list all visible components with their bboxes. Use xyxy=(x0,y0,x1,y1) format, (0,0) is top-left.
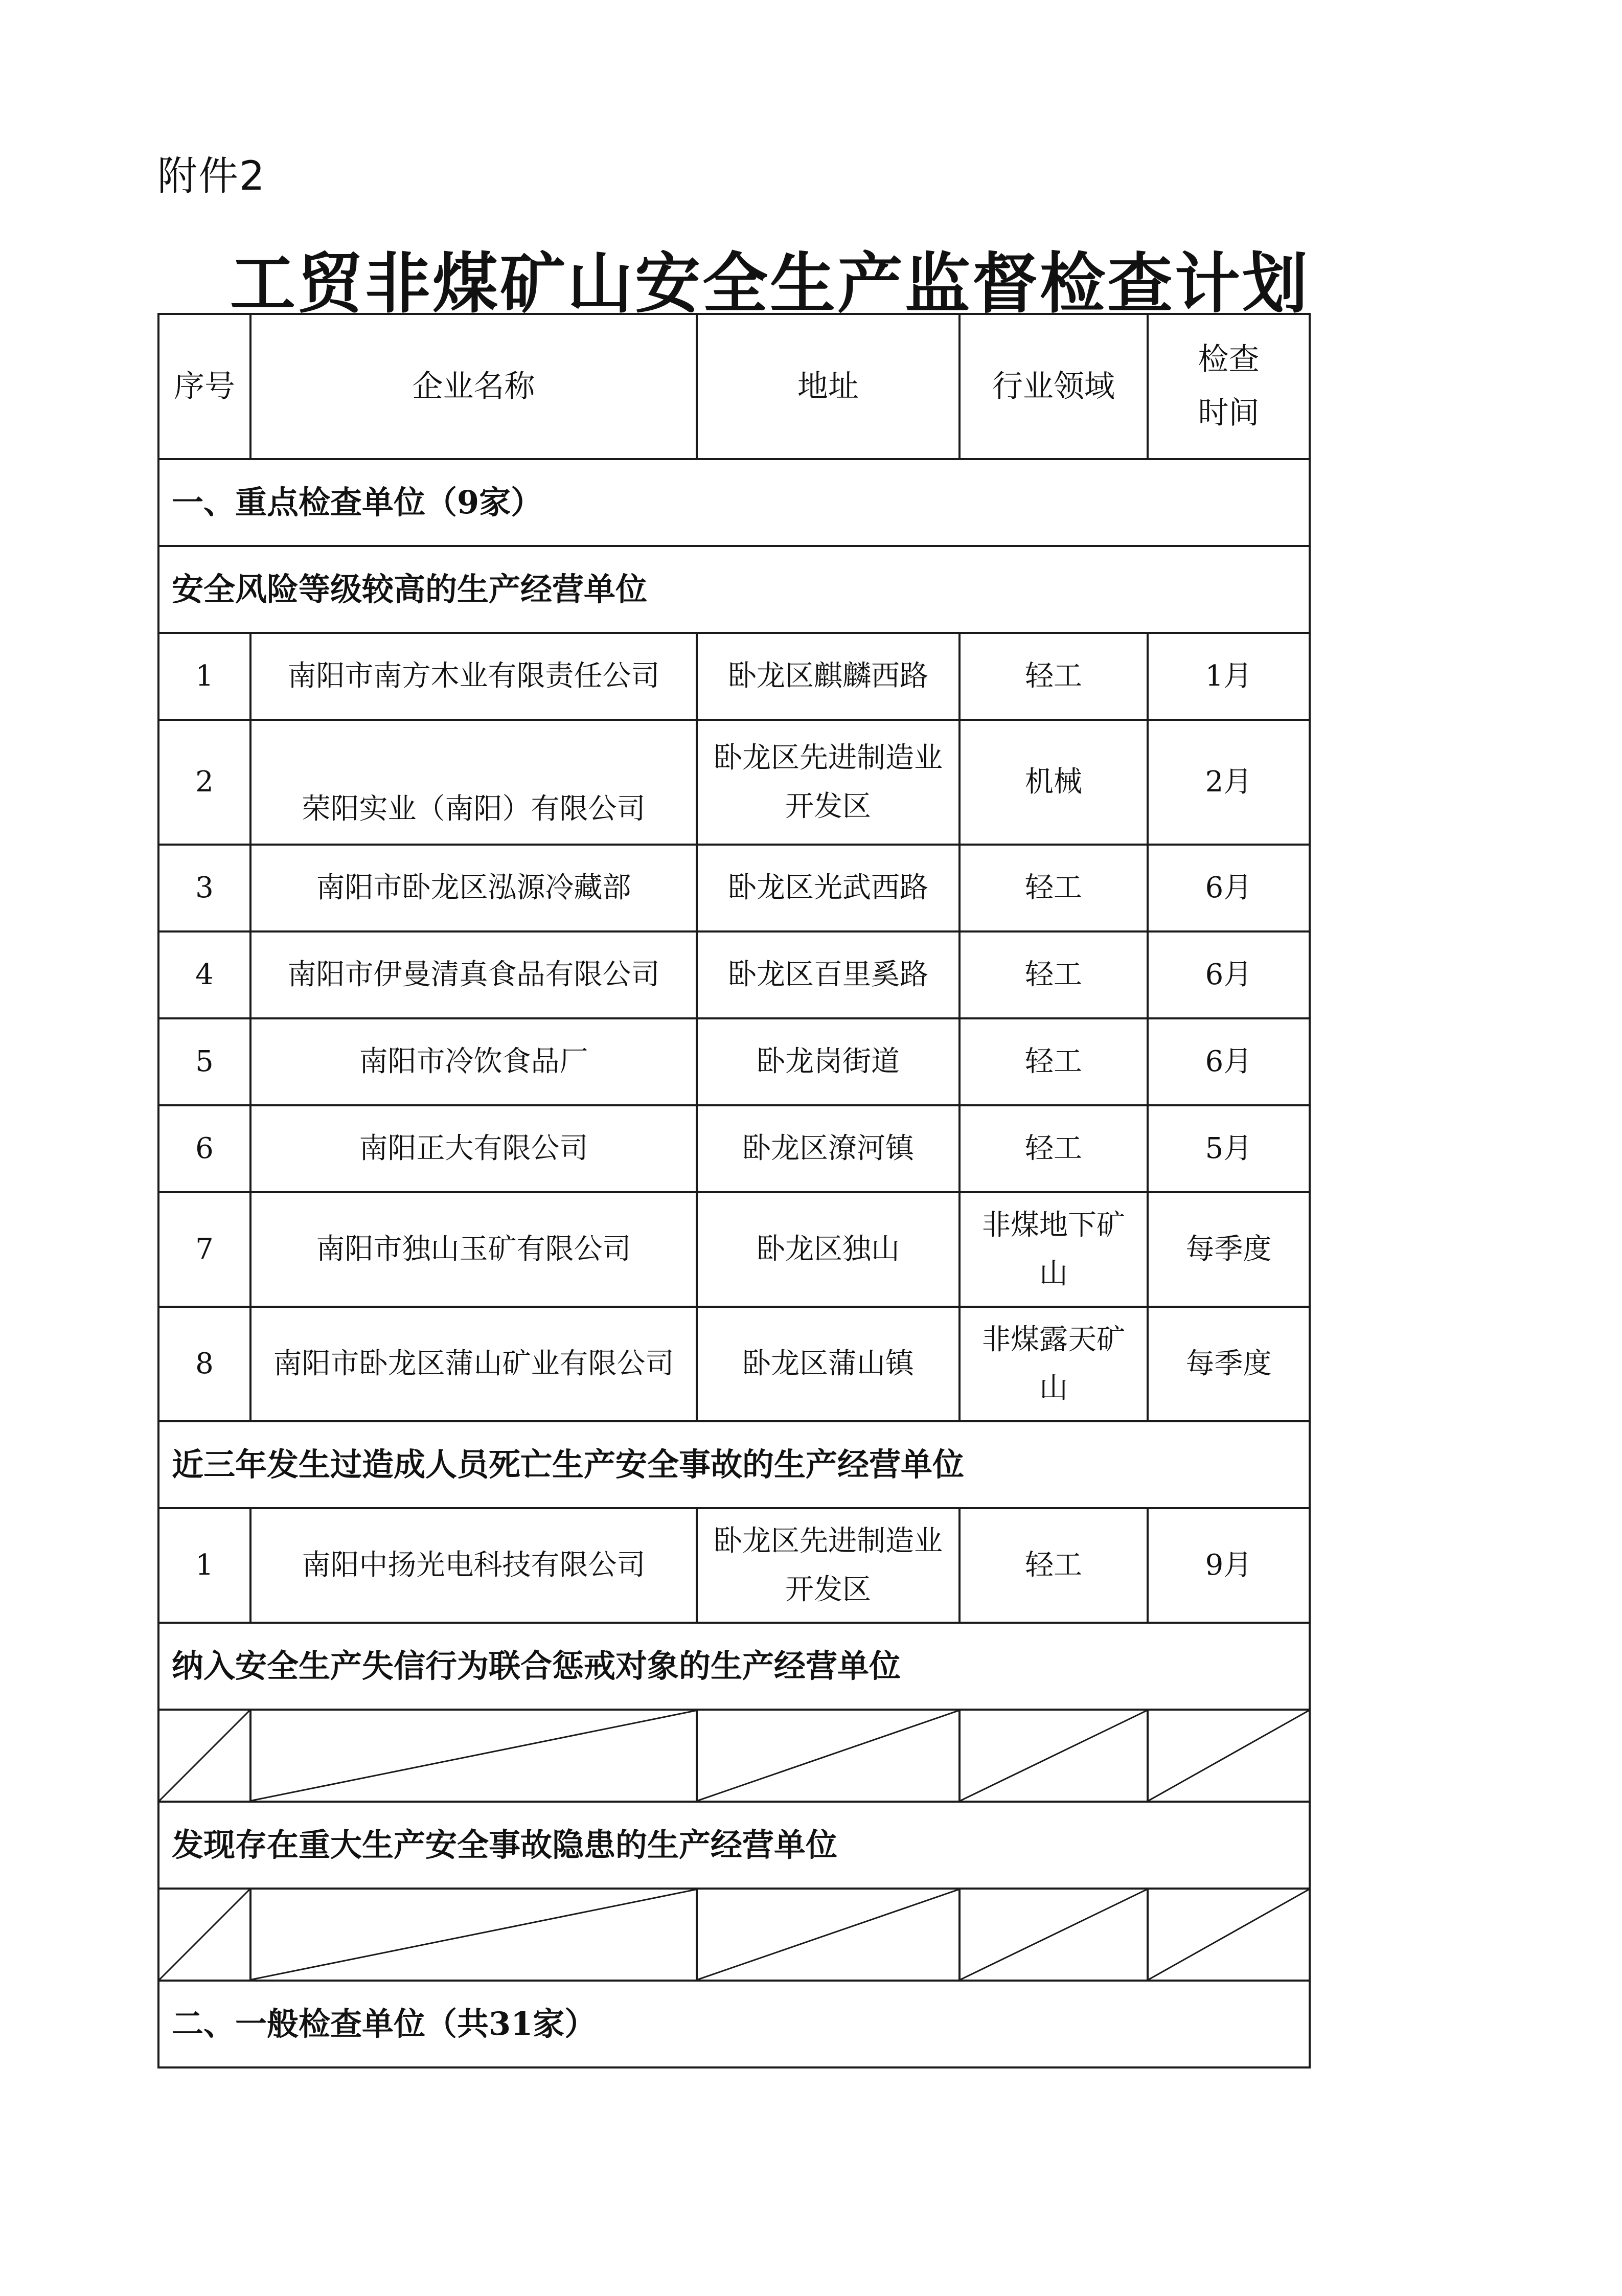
table-row xyxy=(158,720,1310,845)
table-row xyxy=(158,931,1310,1018)
row-industry-line1: 非煤地下矿 xyxy=(982,1208,1125,1242)
row-time: 5月 xyxy=(1148,1105,1310,1192)
row-industry-line1: 非煤露天矿 xyxy=(982,1323,1125,1356)
row-company: 南阳市伊曼清真食品有限公司 xyxy=(250,931,697,1018)
section-row-fatal xyxy=(158,1421,1310,1508)
row-address-line1: 卧龙区先进制造业 xyxy=(714,1524,943,1558)
row-seq: 5 xyxy=(158,1018,250,1105)
empty-cell xyxy=(158,1710,250,1802)
header-industry: 行业领域 xyxy=(960,314,1148,459)
table-row xyxy=(158,633,1310,720)
row-time: 每季度 xyxy=(1148,1307,1310,1421)
diagonal-strike xyxy=(698,1711,958,1801)
table-row xyxy=(158,845,1310,931)
diagonal-strike xyxy=(159,1890,249,1980)
row-seq: 1 xyxy=(158,1508,250,1623)
empty-row-hazard xyxy=(158,1889,1310,1981)
section-dishonest: 纳入安全生产失信行为联合惩戒对象的生产经营单位 xyxy=(158,1623,1310,1710)
row-seq: 1 xyxy=(158,633,250,720)
attachment-label: 附件2 xyxy=(157,153,266,199)
row-industry xyxy=(960,1192,1148,1307)
diagonal-strike xyxy=(961,1890,1147,1980)
diagonal-strike xyxy=(698,1890,958,1980)
row-time: 2月 xyxy=(1148,720,1310,845)
row-company: 南阳市卧龙区泓源冷藏部 xyxy=(250,845,697,931)
row-address-line2: 开发区 xyxy=(785,790,871,823)
row-seq: 3 xyxy=(158,845,250,931)
header-seq: 序号 xyxy=(158,314,250,459)
row-time: 6月 xyxy=(1148,1018,1310,1105)
row-industry xyxy=(960,1307,1148,1421)
row-address: 卧龙区光武西路 xyxy=(697,845,960,931)
page-title: 工贸非煤矿山安全生产监督检查计划 xyxy=(230,246,1310,322)
empty-cell xyxy=(158,1889,250,1981)
row-address: 卧龙区独山 xyxy=(697,1192,960,1307)
header-company: 企业名称 xyxy=(250,314,697,459)
table-row xyxy=(158,1018,1310,1105)
empty-cell xyxy=(960,1889,1148,1981)
row-address: 卧龙区百里奚路 xyxy=(697,931,960,1018)
row-time: 1月 xyxy=(1148,633,1310,720)
section-general: 二、一般检查单位（共31家） xyxy=(158,1981,1310,2067)
table-row xyxy=(158,1508,1310,1623)
diagonal-strike xyxy=(961,1711,1147,1801)
empty-row-dishonest xyxy=(158,1710,1310,1802)
empty-cell xyxy=(960,1710,1148,1802)
row-company: 南阳市卧龙区蒲山矿业有限公司 xyxy=(250,1307,697,1421)
row-industry: 轻工 xyxy=(960,1018,1148,1105)
row-company: 南阳中扬光电科技有限公司 xyxy=(250,1508,697,1623)
row-address: 卧龙区蒲山镇 xyxy=(697,1307,960,1421)
table-row xyxy=(158,1105,1310,1192)
header-address: 地址 xyxy=(697,314,960,459)
table-row xyxy=(158,1307,1310,1421)
section-key-units: 一、重点检查单位（9家） xyxy=(158,459,1310,546)
row-company: 南阳市南方木业有限责任公司 xyxy=(250,633,697,720)
row-seq: 4 xyxy=(158,931,250,1018)
section-high-risk: 安全风险等级较高的生产经营单位 xyxy=(158,546,1310,633)
inspection-plan-table xyxy=(157,313,1311,2068)
row-address: 卧龙岗街道 xyxy=(697,1018,960,1105)
diagonal-strike xyxy=(1149,1890,1309,1980)
empty-cell xyxy=(250,1889,697,1981)
row-industry: 轻工 xyxy=(960,1105,1148,1192)
diagonal-strike xyxy=(159,1711,249,1801)
row-company: 荣阳实业（南阳）有限公司 xyxy=(250,720,697,845)
row-address-line2: 开发区 xyxy=(785,1573,871,1606)
row-industry: 机械 xyxy=(960,720,1148,845)
row-address-line1: 卧龙区先进制造业 xyxy=(714,741,943,775)
row-industry: 轻工 xyxy=(960,1508,1148,1623)
row-industry-line2: 山 xyxy=(1039,1372,1068,1405)
diagonal-strike xyxy=(252,1890,696,1980)
diagonal-strike xyxy=(252,1711,696,1801)
row-address: 卧龙区潦河镇 xyxy=(697,1105,960,1192)
row-time: 6月 xyxy=(1148,931,1310,1018)
header-time-line1: 检查 xyxy=(1198,342,1260,377)
table-row xyxy=(158,1192,1310,1307)
row-industry: 轻工 xyxy=(960,845,1148,931)
row-time: 6月 xyxy=(1148,845,1310,931)
row-address: 卧龙区麒麟西路 xyxy=(697,633,960,720)
header-time xyxy=(1148,314,1310,459)
header-time-line2: 时间 xyxy=(1198,395,1260,431)
row-time: 每季度 xyxy=(1148,1192,1310,1307)
section-row-high-risk xyxy=(158,546,1310,633)
row-industry: 轻工 xyxy=(960,931,1148,1018)
row-address xyxy=(697,720,960,845)
empty-cell xyxy=(1148,1889,1310,1981)
section-fatal: 近三年发生过造成人员死亡生产安全事故的生产经营单位 xyxy=(158,1421,1310,1508)
row-company: 南阳市独山玉矿有限公司 xyxy=(250,1192,697,1307)
empty-cell xyxy=(250,1710,697,1802)
section-row-key xyxy=(158,459,1310,546)
section-row-general xyxy=(158,1981,1310,2067)
row-industry-line2: 山 xyxy=(1039,1257,1068,1290)
row-seq: 6 xyxy=(158,1105,250,1192)
diagonal-strike xyxy=(1149,1711,1309,1801)
table-header-row xyxy=(158,314,1310,459)
empty-cell xyxy=(697,1889,960,1981)
row-industry: 轻工 xyxy=(960,633,1148,720)
row-company: 南阳正大有限公司 xyxy=(250,1105,697,1192)
empty-cell xyxy=(697,1710,960,1802)
row-seq: 2 xyxy=(158,720,250,845)
row-seq: 7 xyxy=(158,1192,250,1307)
section-row-hazard xyxy=(158,1802,1310,1889)
row-seq: 8 xyxy=(158,1307,250,1421)
section-row-dishonest xyxy=(158,1623,1310,1710)
empty-cell xyxy=(1148,1710,1310,1802)
row-address xyxy=(697,1508,960,1623)
row-company: 南阳市冷饮食品厂 xyxy=(250,1018,697,1105)
row-time: 9月 xyxy=(1148,1508,1310,1623)
section-hazard: 发现存在重大生产安全事故隐患的生产经营单位 xyxy=(158,1802,1310,1889)
